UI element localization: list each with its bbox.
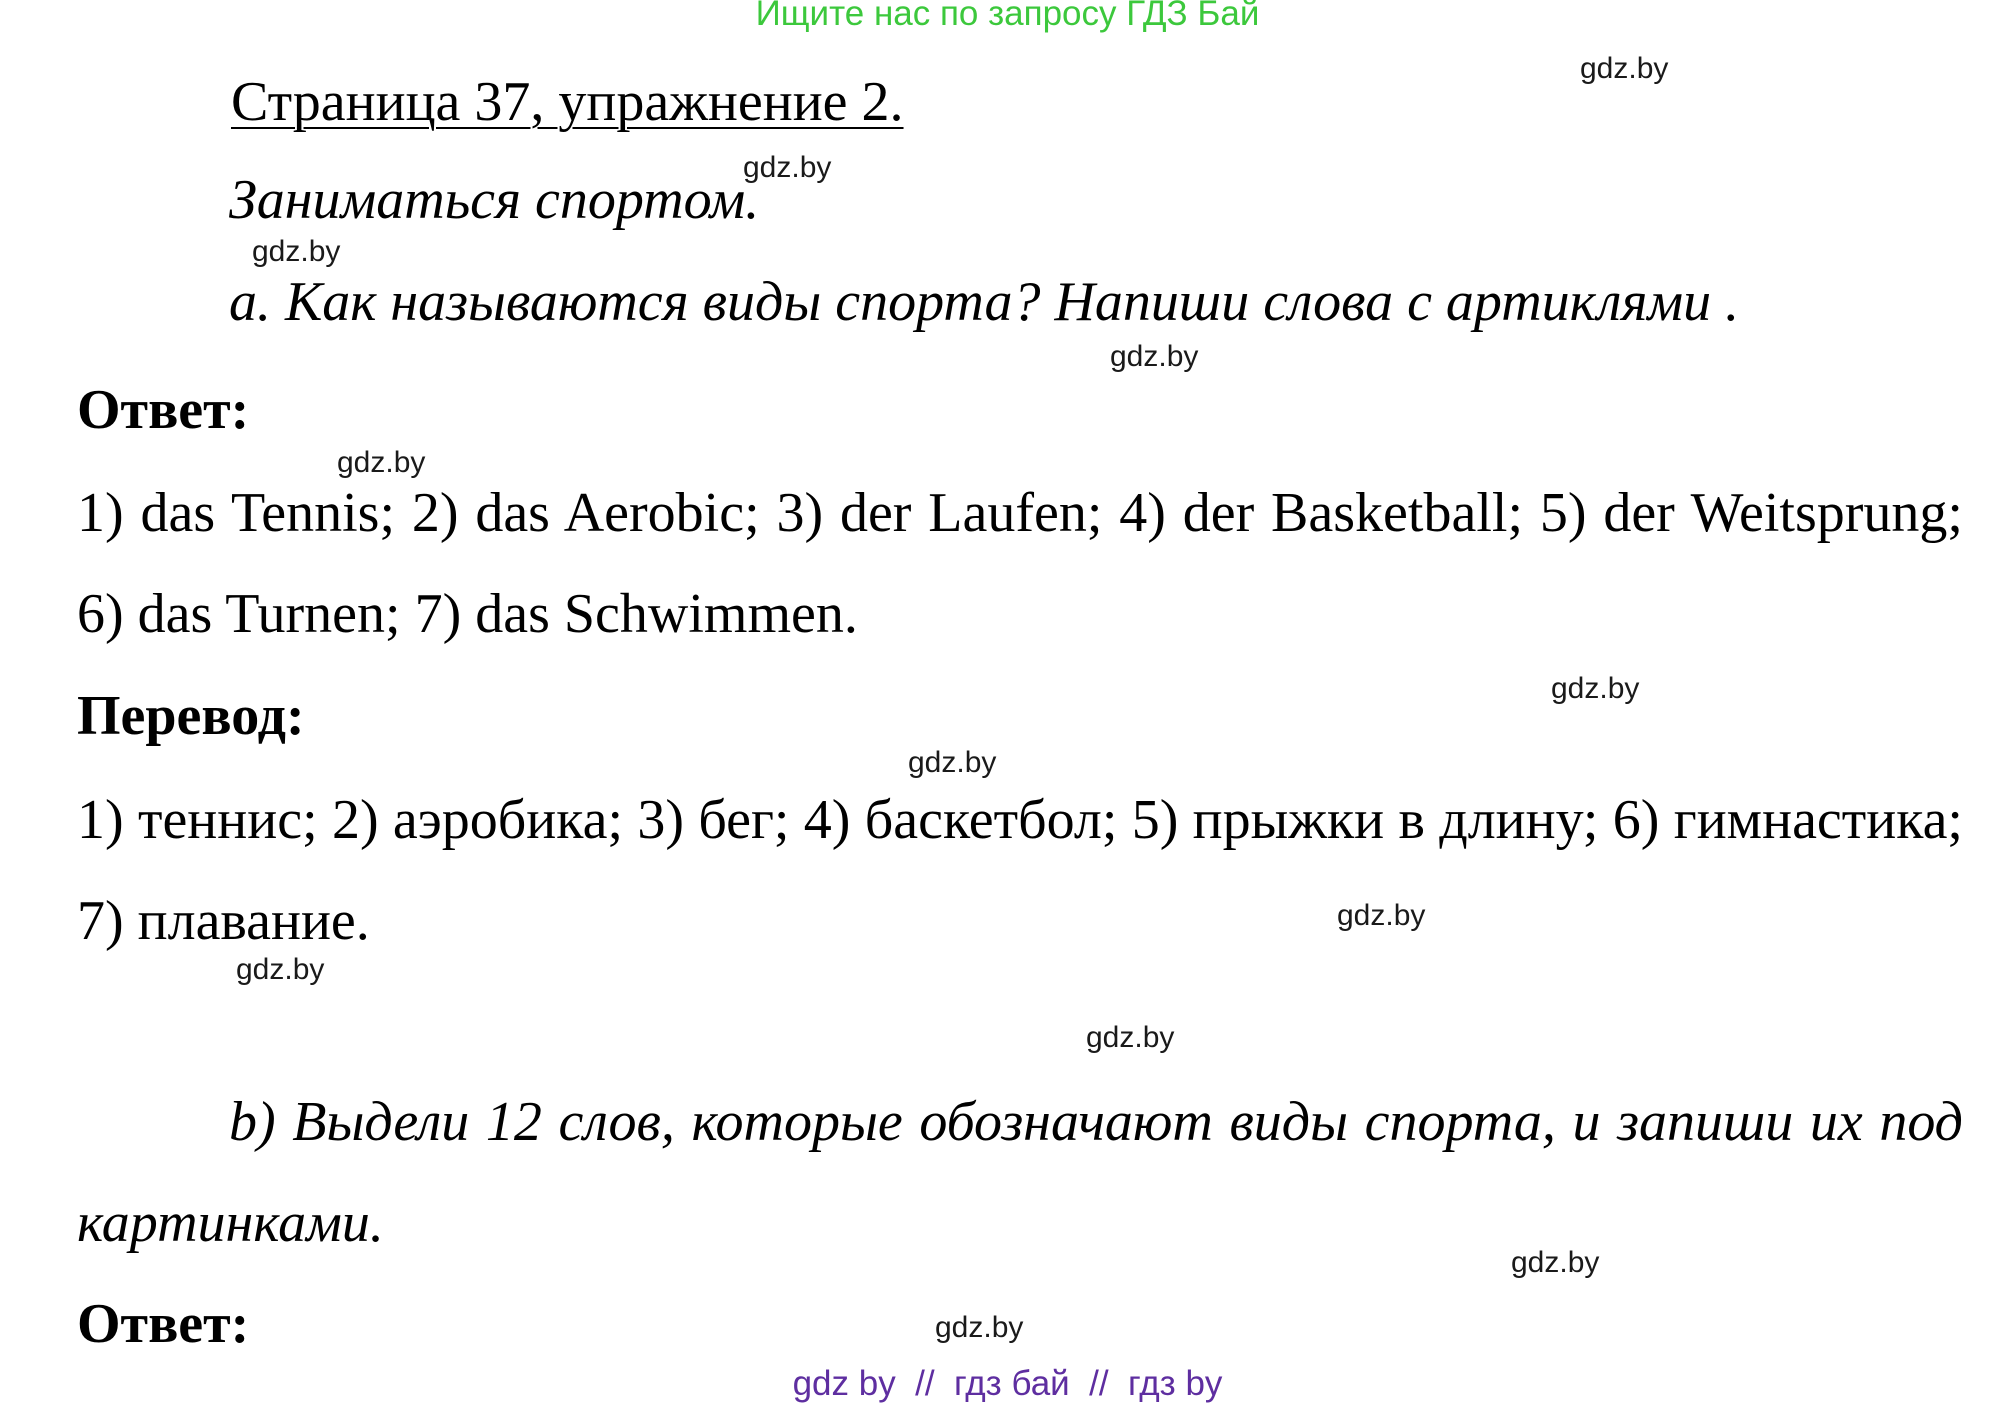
topic-heading: Заниматься спортом.: [229, 169, 760, 231]
watermark: gdz.by: [1337, 899, 1426, 932]
watermark: gdz.by: [337, 446, 426, 479]
task-a: а. Как называются виды спорта? Напиши слова с артиклями .: [229, 271, 1740, 333]
footer-links: gdz by // гдз бай // гдз by: [792, 1364, 1223, 1403]
answer-heading: Ответ:: [77, 379, 250, 441]
watermark: gdz.by: [908, 746, 997, 779]
watermark: gdz.by: [935, 1311, 1024, 1344]
page-title: Страница 37, упражнение 2.: [231, 71, 904, 133]
watermark: gdz.by: [1086, 1021, 1175, 1054]
translation-heading: Перевод:: [77, 685, 305, 747]
watermark: gdz.by: [1580, 52, 1669, 85]
watermark: gdz.by: [1511, 1246, 1600, 1279]
answer-text: 1) das Tennis; 2) das Aerobic; 3) der Laufen; 4) der Basketball; 5) der Weitsprung; 6) das Turnen; 7) das Schwimmen.: [77, 482, 1963, 645]
watermark: gdz.by: [1110, 340, 1199, 373]
answer-heading-2: Ответ:: [77, 1293, 250, 1355]
watermark: gdz.by: [236, 953, 325, 986]
watermark: gdz.by: [252, 235, 341, 268]
search-banner: Ищите нас по запросу ГДЗ Бай: [755, 0, 1260, 33]
watermark: gdz.by: [1551, 672, 1640, 705]
watermark: gdz.by: [743, 151, 832, 184]
task-b: b) Выдели 12 слов, которые обозначают виды спорта, и запиши их под картинками.: [77, 1091, 1963, 1254]
translation-text: 1) теннис; 2) аэробика; 3) бег; 4) баскетбол; 5) прыжки в длину; 6) гимнастика; 7) плавание.: [77, 789, 1963, 952]
